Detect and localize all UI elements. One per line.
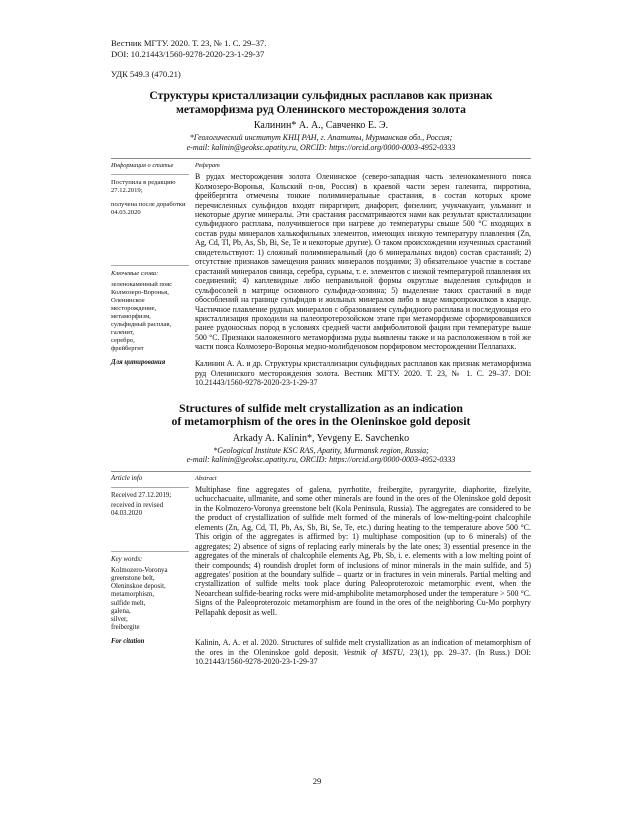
ru-article-info-label: Информация о статье (111, 162, 174, 170)
en-cite-after: , 23(1), pp. 29–37. (In Russ.) DOI: 10.21443/1560-9278-2020-23-1-29-37 (195, 647, 531, 667)
en-authors: Arkady A. Kalinin*, Yevgeny E. Savchenko (232, 432, 410, 444)
en-cite-text (189, 638, 531, 666)
en-affiliation (111, 446, 531, 465)
en-revised: received in revised 04.03.2020 (111, 502, 164, 518)
en-cite-journal: Vestnik of MSTU (343, 647, 403, 657)
ru-keywords-rule (111, 265, 189, 266)
en-affiliation-line1: *Geological Institute KSC RAS, Apatity, Murmansk region, Russia; (213, 445, 429, 455)
ru-body (111, 172, 531, 353)
ru-affiliation-line1: *Геологический институт КНЦ РАН, г. Апатиты, Мурманская обл., Россия; (189, 133, 453, 142)
ru-received: Поступила в редакцию 27.12.2019; (111, 179, 176, 195)
en-section (111, 402, 531, 667)
ru-abstract: В рудах месторождения золота Оленинское (северо-западная часть зеленокаменного пояса Колмозеро-Воронья, Кольский п-ов, Россия) в краевой части зерен галенита, пирротина, фрейбергита отмечены тонкие полиминеральные срастания, в состав которых кроме перечисленных сульфидов входят пираргирит, диафорит, физелиит, учукчакуаит, ульманит и некоторые другие минералы. Эти срастания рассматриваются нами как результат кристаллизации сульфидного расплава, получившегося при нагреве до температуры свыше 500 °C входящих в состав руды минералов халькофильных элементов, имеющих низкую температуру плавления (Zn, Ag, Cd, Tl, Pb, As, Sb, Bi, Se, Te и некоторые другие). О таком происхождении изученных срастаний свидетельствуют: 1) сложный полиминеральный (до 6 минеральных видов) состав срастаний; 2) отсутствие признаков замещения ранних минералов поздними; 3) обязательное участие в составе срастаний минералов свинца, серебра, сурьмы, т. е. элементов с низкой температурой плавления их соединений; 4) каплевидные либо неправильной формы округлые выделения сульфидов и сульфосолей в матрице основного сульфида-хозяина; 5) выделение таких срастаний в виде обособлений на границе сульфидов и жильных минералов либо в виде микропрожилков в кварце. Частичное плавление рудных минералов с образованием сульфидного расплава и последующая его кристаллизация проходили на палеопротерозойском этапе при метаморфизме сформировавшихся ранее рудоносных пород в условиях средней части амфиболитовой фации при температуре выше 500 °C. Признаки наложенного метаморфизма руды выявлены также и на расположенном в той же части пояса Колмозеро-Воронья медно-молибденовом порфировом месторождении Пеллапахк. (195, 172, 531, 352)
ru-affiliation (111, 133, 531, 152)
en-title-line1: Structures of sulfide melt crystallization as an indication (179, 400, 463, 415)
ru-revised: получена после доработки 04.03.2020 (111, 201, 186, 217)
ru-article-info (111, 172, 189, 353)
en-column-headers (111, 475, 531, 485)
ru-authors: Калинин* А. А., Савченко Е. Э. (253, 120, 389, 131)
en-body (111, 485, 531, 632)
ru-info-rule (111, 174, 189, 175)
ru-divider (111, 158, 531, 159)
ru-abstract-label: Реферат (195, 162, 220, 170)
en-title-line2: of metamorphism of the ores in the Oleninskoe gold deposit (171, 414, 471, 429)
paper-page (111, 38, 531, 667)
ru-cite-text: Калинин А. А. и др. Структуры кристаллизации сульфидных расплавов как признак метаморфизма руд Оленинского месторождения золота. Вестник МГТУ. 2020. Т. 23, № 1. С. 29–37. DOI: 10.21443/1560-9278-2020-23-1-29-37 (195, 359, 531, 388)
ru-keywords-label: Ключевые слова: (111, 270, 159, 278)
en-divider (111, 471, 531, 472)
ru-affiliation-line2: e-mail: kalinin@geoksc.apatity.ru, ORCID: https://orcid.org/0000-0003-4952-0333 (186, 142, 456, 152)
en-citation (111, 638, 531, 666)
en-abstract-label: Abstract (195, 474, 217, 482)
journal-doi: DOI: 10.21443/1560-9278-2020-23-1-29-37 (111, 49, 265, 59)
en-article-info (111, 485, 189, 632)
en-affiliation-line2: e-mail: kalinin@geoksc.apatity.ru, ORCID: https://orcid.org/0000-0003-4952-0333 (186, 455, 456, 465)
ru-citation (111, 359, 531, 387)
ru-title (111, 89, 531, 116)
ru-title-line2: метаморфизма руд Оленинского месторождения золота (176, 102, 466, 116)
en-abstract: Multiphase fine aggregates of galena, pyrrhotite, freibergite, pyrargyrite, diaphorite, fizelyite, uchucchacuaite, ullmanite, and some other minerals are found in the ores of the Oleninskoe gold deposit in the Kolmozero-Voronya greenstone belt (Kola Peninsula, Russia). The aggregates are considered to be the product of crystallization of sulfide melt formed of the minerals of low-melting-point chalcophile elements (Zn, Ag, Cd, Tl, Pb, As, Sb, Bi, Se, Te, etc.) during heating to the temperature above 500 °C. This origin of the aggregates is affirmed by: 1) multiphase composition (up to 6 minerals) of the aggregates; 2) absence of signs of replacing early minerals by the late ones; 3) essential presence in the aggregates of the minerals of chalcophile elements Ag, Pb, Sb, i. e. elements with a low melting point of their compounds; 4) roundish droplet form of inclusions of minor minerals in the main sulfide, and 5) aggregates' position at the boundary sulfide – quartz or in fractures in vein minerals. Partial melting and crystallization of sulfide melts took place during Paleoproterozoic metamorphic event, when the Neoarchean sulfide-bearing rocks were mid-amphibolite metamorphosed under the temperature > 500 °C. Signs of the Paleoproterozoic metamorphism are found in the ores of the neighboring Cu-Mo porphyry Pellapahk deposit as well. (195, 484, 531, 617)
en-cite-before: Kalinin, A. A. et al. 2020. Structures of sulfide melt crystallization as an indication of metamorphism of the ores in the Oleninskoe gold deposit. (195, 638, 531, 657)
ru-cite-label: Для цитирования (111, 359, 166, 367)
en-title (111, 402, 531, 429)
en-keywords-label: Key words: (111, 555, 143, 563)
en-received: Received 27.12.2019; (111, 491, 172, 499)
en-article-info-label: Article info (111, 474, 143, 482)
ru-column-headers (111, 162, 531, 172)
ru-title-line1: Структуры кристаллизации сульфидных расплавов как признак (149, 89, 493, 102)
ru-keywords: зеленокаменный пояс Колмозеро-Воронья, Оленинское месторождение, метаморфизм, сульфидный расплав, галенит, серебро, фрейбергит (111, 281, 173, 353)
en-keywords-rule (111, 551, 189, 552)
journal-citation: Вестник МГТУ. 2020. Т. 23, № 1. С. 29–37. (111, 38, 267, 48)
udc-code: УДК 549.3 (470.21) (111, 69, 181, 79)
journal-header (111, 38, 531, 60)
en-info-rule (111, 487, 189, 488)
en-keywords: Kolmozero-Voronya greenstone belt, Oleninskoe deposit, metamorphism, sulfide melt, galena, silver, freibergite (111, 566, 168, 632)
page-number: 29 (312, 776, 322, 786)
en-cite-label: For citation (111, 638, 145, 646)
